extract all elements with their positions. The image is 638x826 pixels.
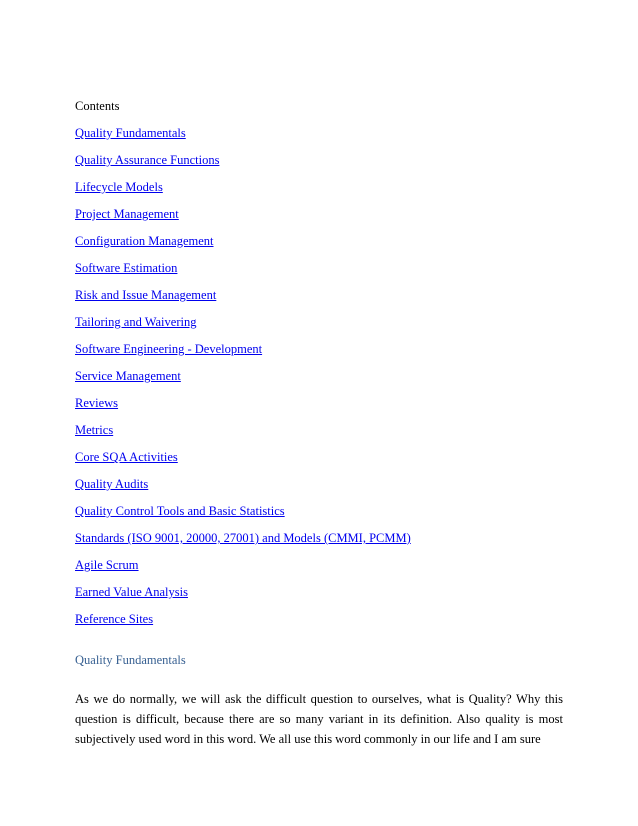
- toc-item: [75, 287, 411, 314]
- toc-item: [75, 206, 411, 233]
- toc-item: [75, 422, 411, 449]
- body-paragraph: As we do normally, we will ask the difficult question to ourselves, what is Quality? Why this question is difficult, because there are so many variant in its definition. Also quality is most subjectively used word in this word. We all use this word commonly in our life and I am sure: [75, 692, 563, 746]
- toc-item: [75, 125, 411, 152]
- toc-item: [75, 584, 411, 611]
- toc-item: [75, 557, 411, 584]
- table-of-contents: [75, 125, 411, 638]
- toc-link-risk-and-issue-management[interactable]: Risk and Issue Management: [75, 288, 217, 302]
- toc-item: [75, 395, 411, 422]
- section-heading: Quality Fundamentals: [75, 653, 186, 667]
- toc-item: [75, 341, 411, 368]
- toc-item: [75, 611, 411, 638]
- toc-link-reference-sites[interactable]: Reference Sites: [75, 612, 154, 626]
- toc-link-reviews[interactable]: Reviews: [75, 396, 119, 410]
- toc-item: [75, 179, 411, 206]
- toc-link-configuration-management[interactable]: Configuration Management: [75, 234, 214, 248]
- toc-link-standards-and-models[interactable]: Standards (ISO 9001, 20000, 27001) and Models (CMMI, PCMM): [75, 531, 411, 545]
- toc-item: [75, 260, 411, 287]
- toc-item: [75, 449, 411, 476]
- toc-link-quality-assurance-functions[interactable]: Quality Assurance Functions: [75, 153, 220, 167]
- toc-link-core-sqa-activities[interactable]: Core SQA Activities: [75, 450, 178, 464]
- toc-link-quality-control-tools[interactable]: Quality Control Tools and Basic Statistics: [75, 504, 285, 518]
- toc-link-software-engineering-development[interactable]: Software Engineering - Development: [75, 342, 263, 356]
- toc-link-software-estimation[interactable]: Software Estimation: [75, 261, 178, 275]
- toc-link-project-management[interactable]: Project Management: [75, 207, 179, 221]
- toc-item: [75, 503, 411, 530]
- toc-item: [75, 152, 411, 179]
- toc-item: [75, 233, 411, 260]
- contents-title: Contents: [75, 99, 120, 113]
- toc-item: [75, 368, 411, 395]
- toc-link-lifecycle-models[interactable]: Lifecycle Models: [75, 180, 163, 194]
- toc-link-quality-audits[interactable]: Quality Audits: [75, 477, 149, 491]
- toc-item: [75, 314, 411, 341]
- toc-link-metrics[interactable]: Metrics: [75, 423, 114, 437]
- toc-item: [75, 530, 411, 557]
- toc-link-tailoring-and-waivering[interactable]: Tailoring and Waivering: [75, 315, 197, 329]
- toc-link-agile-scrum[interactable]: Agile Scrum: [75, 558, 139, 572]
- toc-link-earned-value-analysis[interactable]: Earned Value Analysis: [75, 585, 188, 599]
- toc-link-quality-fundamentals[interactable]: Quality Fundamentals: [75, 126, 186, 140]
- toc-item: [75, 476, 411, 503]
- toc-link-service-management[interactable]: Service Management: [75, 369, 181, 383]
